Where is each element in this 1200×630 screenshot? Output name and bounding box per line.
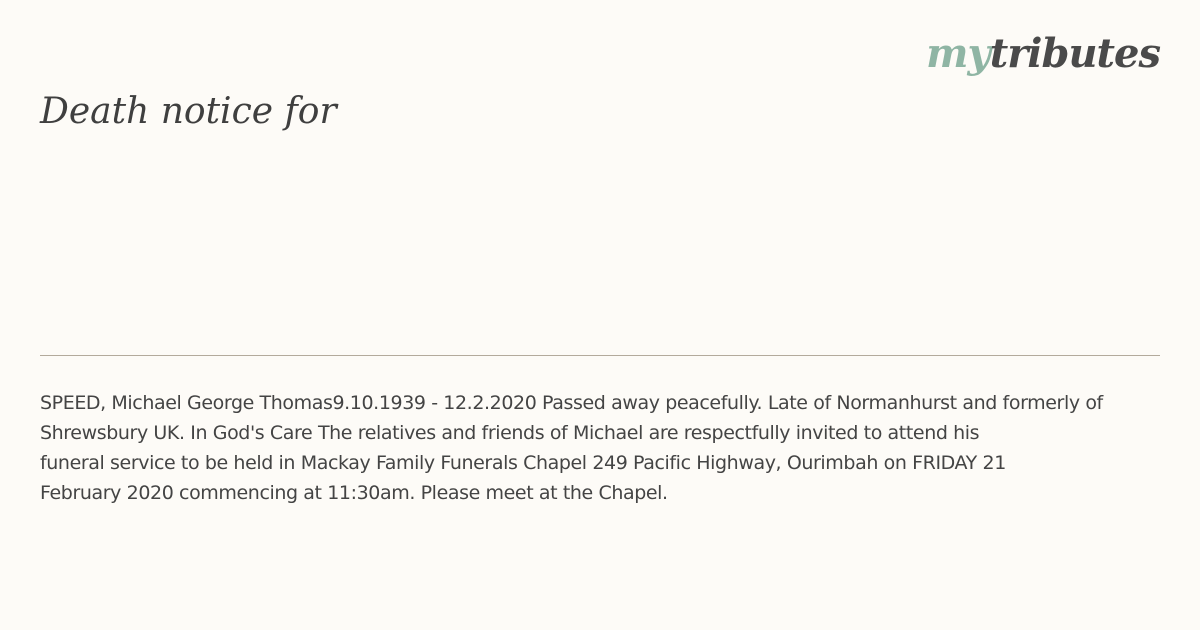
- page-title: Death notice for: [40, 91, 337, 132]
- section-divider: [40, 355, 1160, 356]
- logo-tributes-text: tributes: [989, 30, 1160, 77]
- death-notice-text: SPEED, Michael George Thomas9.10.1939 - 12.2.2020 Passed away peacefully. Late of Normanhurst and formerly of Shrewsbury UK. In God's Care The relatives and friends of Michael are respectfully invited to attend his funeral service to be held in Mackay Family Funerals Chapel 249 Pacific Highway, Ourimbah on FRIDAY 21 February 2020 commencing at 11:30am. Please meet at the Chapel.: [40, 392, 1103, 504]
- mytributes-logo[interactable]: [926, 30, 1160, 77]
- logo-my-text: my: [926, 30, 990, 77]
